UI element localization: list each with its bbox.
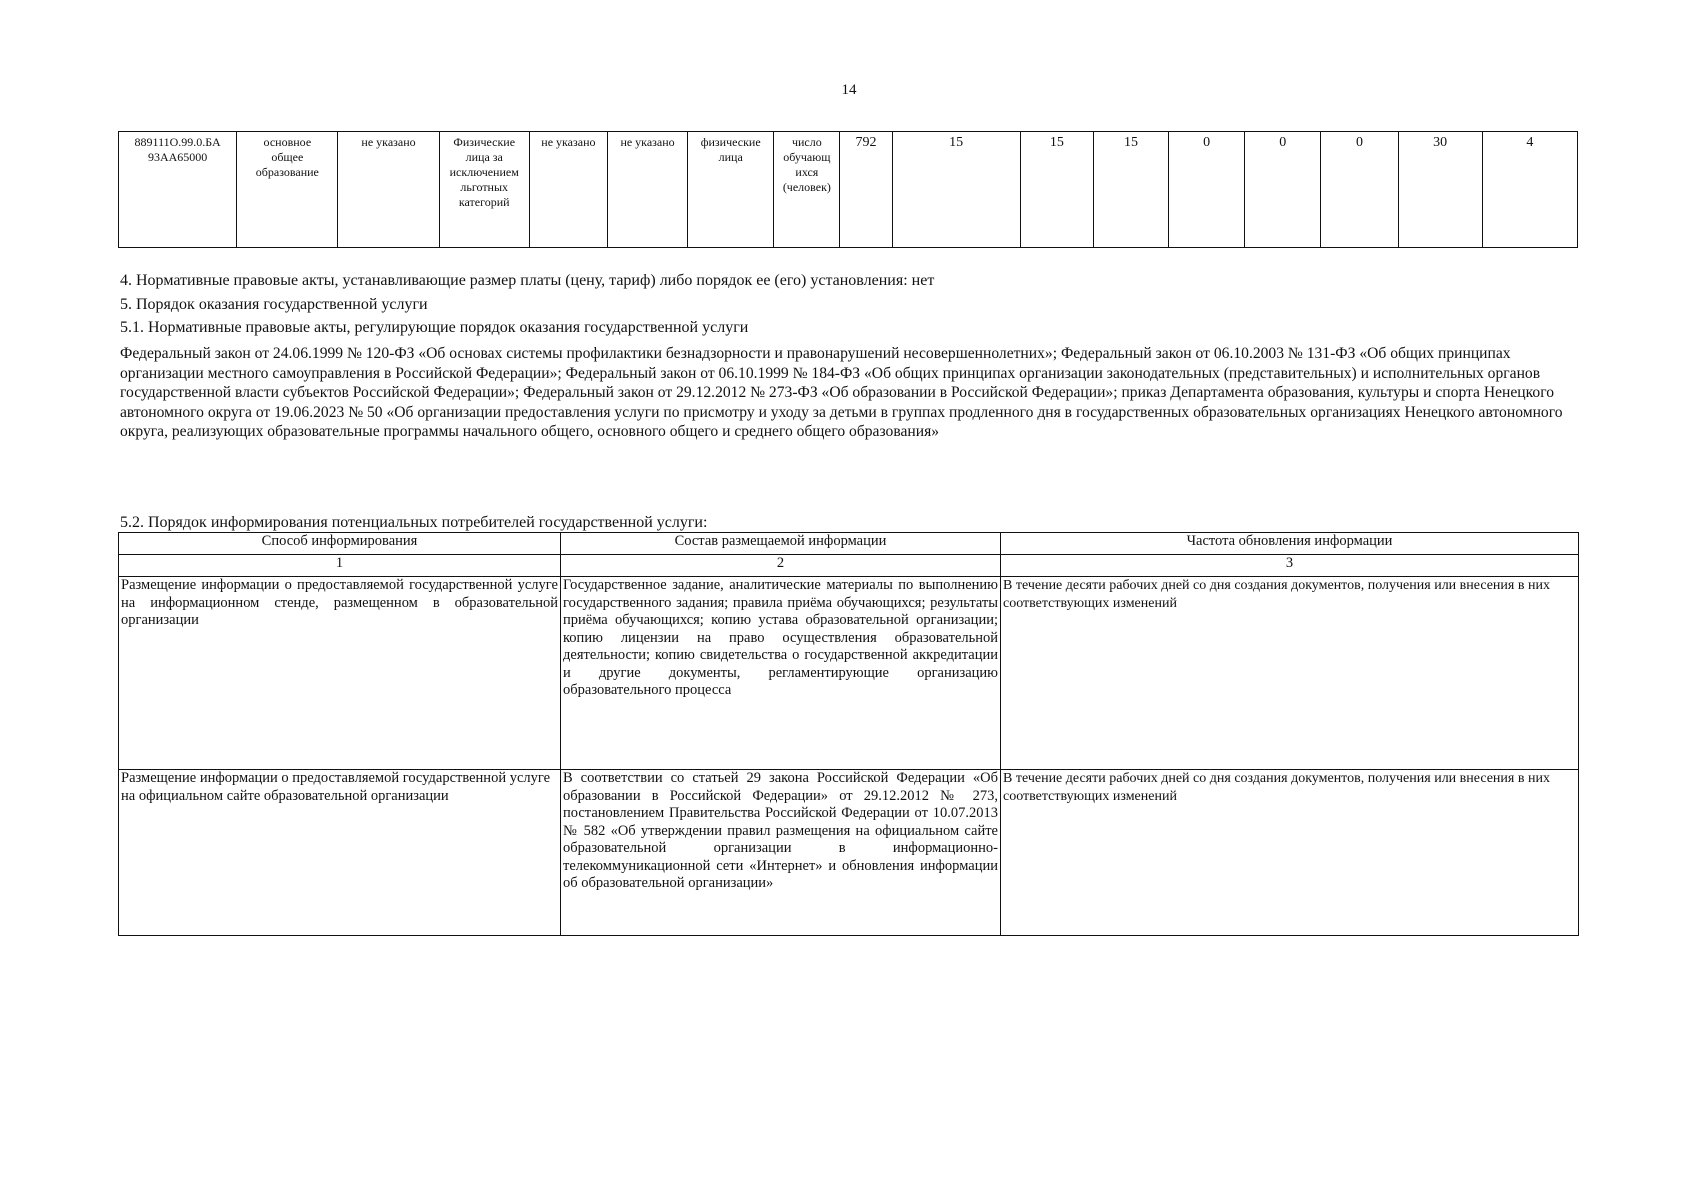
information-content-cell: В соответствии со статьей 29 закона Российской Федерации «Об образовании в Российской Федерации» от 29.12.2012 № 273, постановлением Правительства Российской Федерации от 10.07.2013 № 582 «Об утверждении правил размещения на официальном сайте образовательной организации в информационно-телекоммуникационной сети «Интернет» и обновления информации об образовательной организации» (561, 770, 1001, 936)
informing-method-cell: Размещение информации о предоставляемой государственной услуге на информационном стенде, размещенном в образовательной организации (119, 577, 561, 770)
information-content-cell: Государственное задание, аналитические материалы по выполнению государственного задания; правила приёма обучающихся; результаты приёма обучающихся; копию устава образовательной организации; копию лицензии на право осуществления образовательной деятельности; копию свидетельства о государственной аккредитации и другие документы, регламентирующие организацию образовательного процесса (561, 577, 1001, 770)
registry-code-cell: 889111О.99.0.БА 93АА65000 (119, 132, 237, 248)
table-header-row (119, 533, 1579, 555)
value-cell: 0 (1321, 132, 1398, 248)
update-frequency-cell: В течение десяти рабочих дней со дня создания документов, получения или внесения в них соответствующих изменений (1001, 577, 1579, 770)
informing-procedure-table (118, 532, 1579, 936)
column-header: Способ информирования (119, 533, 561, 555)
okei-code-cell: 792 (840, 132, 892, 248)
value-cell: 4 (1482, 132, 1577, 248)
value-cell: 15 (1020, 132, 1093, 248)
indicator-name-cell: число обучающ ихся (человек) (774, 132, 840, 248)
column-header: Состав размещаемой информации (561, 533, 1001, 555)
value-cell: 0 (1245, 132, 1321, 248)
section-5-1-heading: 5.1. Нормативные правовые акты, регулирующие порядок оказания государственной услуги (120, 319, 749, 336)
legal-acts-paragraph: Федеральный закон от 24.06.1999 № 120-ФЗ «Об основах системы профилактики безнадзорности и правонарушений несовершеннолетних»; Федеральный закон от 06.10.2003 № 131-ФЗ «Об общих принципах организации местного самоуправления в Российской Федерации»; Федеральный закон от 06.10.1999 № 184-ФЗ «Об общих принципах организации законодательных (представительных) и исполнительных органов государственной власти субъектов Российской Федерации»; Федеральный закон от 29.12.2012 № 273-ФЗ «Об образовании в Российской Федерации»; приказ Департамента образования, культуры и спорта Ненецкого автономного округа от 19.06.2023 № 50 «Об организации предоставления услуги по присмотру и уходу за детьми в группах продленного дня в государственных образовательных организациях Ненецкого автономного округа, реализующих образовательные программы начального общего, основного общего и среднего общего образования» (120, 345, 1563, 440)
section-5-heading: 5. Порядок оказания государственной услуги (120, 296, 428, 313)
table-cell: физические лица (688, 132, 774, 248)
column-number: 1 (119, 555, 561, 577)
consumer-category-cell: Физические лица за исключением льготных категорий (439, 132, 529, 248)
table-cell: не указано (529, 132, 607, 248)
value-cell: 30 (1398, 132, 1482, 248)
column-number: 2 (561, 555, 1001, 577)
section-5-2-heading: 5.2. Порядок информирования потенциальных потребителей государственной услуги: (120, 514, 708, 531)
table-row (119, 132, 1578, 248)
value-cell: 15 (892, 132, 1020, 248)
informing-method-cell: Размещение информации о предоставляемой государственной услуге на официальном сайте образовательной организации (119, 770, 561, 936)
value-cell: 15 (1093, 132, 1168, 248)
page-number: 14 (841, 82, 857, 98)
column-number: 3 (1001, 555, 1579, 577)
table-cell: не указано (338, 132, 439, 248)
column-header: Частота обновления информации (1001, 533, 1579, 555)
table-cell: не указано (607, 132, 687, 248)
service-indicators-table (118, 131, 1578, 248)
table-row (119, 577, 1579, 770)
table-row (119, 770, 1579, 936)
value-cell: 0 (1169, 132, 1245, 248)
column-number-row (119, 555, 1579, 577)
section-4-text: 4. Нормативные правовые акты, устанавливающие размер платы (цену, тариф) либо порядок ее (его) установления: нет (120, 272, 935, 289)
update-frequency-cell: В течение десяти рабочих дней со дня создания документов, получения или внесения в них соответствующих изменений (1001, 770, 1579, 936)
service-content-cell: основное общее образование (237, 132, 338, 248)
